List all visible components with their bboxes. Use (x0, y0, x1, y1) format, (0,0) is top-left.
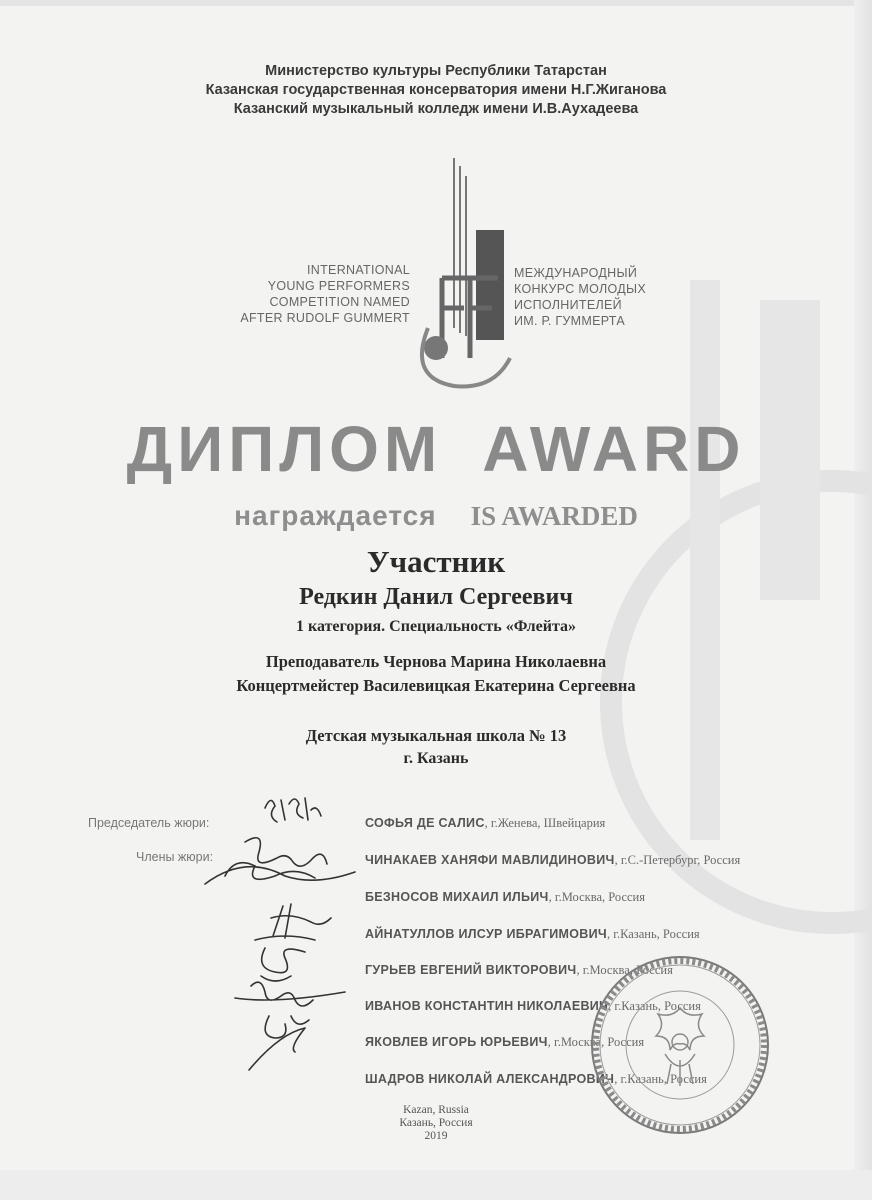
jury-place: , г.Москва, Россия (547, 1035, 645, 1049)
jury-name: СОФЬЯ ДЕ САЛИС (365, 816, 485, 830)
recipient-name: Редкин Данил Сергеевич (299, 584, 573, 610)
jury-name: ИВАНОВ КОНСТАНТИН НИКОЛАЕВИЧ (365, 999, 609, 1013)
awarded-line (0, 500, 872, 532)
issue-place (0, 1104, 872, 1143)
jury-place: , г.Москва, Россия (576, 963, 673, 977)
competition-line: INTERNATIONAL (307, 263, 410, 277)
jury-place: , г.С.-Петербург, Россия (614, 853, 741, 867)
subtitle-ru: награждается (234, 500, 437, 531)
title-en: AWARD (482, 413, 746, 485)
jury-place: , г.Женева, Швейцария (484, 816, 606, 830)
scan-edge (0, 0, 872, 6)
scan-edge (0, 1170, 872, 1200)
competition-name-en (210, 262, 410, 326)
competition-logo (414, 158, 514, 398)
jury-signatures (195, 780, 375, 1090)
header-line: Министерство культуры Республики Татарстан (265, 63, 607, 79)
jury-member (365, 853, 740, 868)
school-line: Детская музыкальная школа № 13 (305, 726, 567, 745)
header-line: Казанский музыкальный колледж имени И.В.Аухадеева (233, 101, 639, 117)
competition-line: AFTER RUDOLF GUMMERT (240, 311, 410, 325)
jury-member (365, 927, 700, 942)
jury-member (365, 890, 645, 905)
teacher-line: Преподаватель Чернова Марина Николаевна (265, 652, 607, 671)
jury-place: , г.Москва, Россия (548, 890, 645, 904)
jury-name: АЙНАТУЛЛОВ ИЛСУР ИБРАГИМОВИЧ (365, 927, 607, 941)
footer-city-en: Kazan, Russia (403, 1104, 469, 1116)
accompanist-line: Концертмейстер Василевицкая Екатерина Сергеевна (236, 676, 636, 695)
title-ru: ДИПЛОМ (126, 413, 443, 485)
jury-name: ЧИНАКАЕВ ХАНЯФИ МАВЛИДИНОВИЧ (365, 853, 615, 867)
jury-members-label: Члены жюри: (136, 850, 214, 864)
competition-name-ru (514, 265, 734, 329)
jury-name: ГУРЬЕВ ЕВГЕНИЙ ВИКТОРОВИЧ (365, 963, 577, 977)
institution-header (0, 62, 872, 119)
competition-line: YOUNG PERFORMERS (267, 279, 410, 293)
jury-place: , г.Казань, Россия (614, 1072, 707, 1086)
jury-chair (365, 816, 605, 831)
award-rank: Участник (366, 544, 506, 579)
header-line: Казанская государственная консерватория имени Н.Г.Жиганова (205, 82, 667, 98)
jury-name: ЯКОВЛЕВ ИГОРЬ ЮРЬЕВИЧ (365, 1035, 548, 1049)
competition-line: ИСПОЛНИТЕЛЕЙ (514, 298, 622, 312)
footer-year: 2019 (424, 1130, 448, 1142)
city-line: г. Казань (403, 750, 469, 767)
jury-place: , г.Казань, Россия (608, 999, 701, 1013)
competition-line: КОНКУРС МОЛОДЫХ (514, 282, 646, 296)
jury-name: БЕЗНОСОВ МИХАИЛ ИЛЬИЧ (365, 890, 549, 904)
subtitle-en: IS AWARDED (470, 501, 638, 531)
competition-line: МЕЖДУНАРОДНЫЙ (514, 266, 638, 280)
footer-city-ru: Казань, Россия (399, 1117, 473, 1129)
competition-line: COMPETITION NAMED (269, 295, 410, 309)
diploma-title (0, 412, 872, 486)
jury-place: , г.Казань, Россия (606, 927, 700, 941)
jury-name: ШАДРОВ НИКОЛАЙ АЛЕКСАНДРОВИЧ (365, 1072, 615, 1086)
category-line: 1 категория. Специальность «Флейта» (296, 618, 576, 635)
jury-chair-label: Председатель жюри: (88, 816, 210, 830)
competition-line: ИМ. Р. ГУММЕРТА (514, 314, 625, 328)
